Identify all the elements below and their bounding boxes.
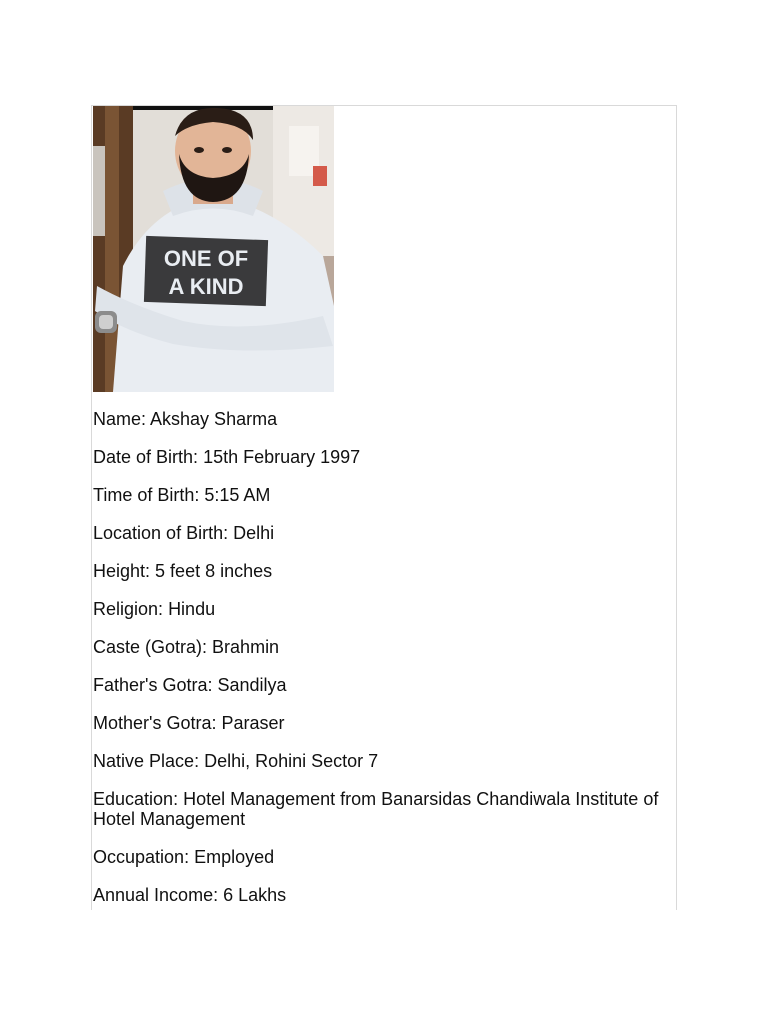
field-label: Mother's Gotra: [93, 713, 212, 733]
field-value: Hindu: [168, 599, 216, 619]
profile-details: [93, 409, 673, 910]
field-label: Date of Birth: [93, 447, 194, 467]
profile-photo: [93, 106, 334, 392]
field-annual-income: Annual Income: 6 Lakhs: [93, 885, 287, 905]
field-height: Height: 5 feet 8 inches: [93, 561, 273, 581]
field-value: Employed: [194, 847, 275, 867]
document-page: [91, 105, 677, 910]
field-value: Brahmin: [212, 637, 280, 657]
field-time-of-birth: Time of Birth: 5:15 AM: [93, 485, 271, 505]
field-label: Native Place: [93, 751, 195, 771]
field-occupation: Occupation: Employed: [93, 847, 275, 867]
field-label: Caste (Gotra): [93, 637, 203, 657]
field-label: Time of Birth: [93, 485, 195, 505]
field-caste: Caste (Gotra): Brahmin: [93, 637, 280, 657]
field-label: Education: [93, 789, 174, 809]
field-religion: Religion: Hindu: [93, 599, 216, 619]
field-location-of-birth: Location of Birth: Delhi: [93, 523, 275, 543]
field-label: Annual Income: [93, 885, 214, 905]
field-mothers-gotra: Mother's Gotra: Paraser: [93, 713, 285, 733]
field-value: 6 Lakhs: [223, 885, 287, 905]
field-value: Akshay Sharma: [150, 409, 278, 429]
field-value: Sandilya: [217, 675, 287, 695]
field-label: Height: [93, 561, 146, 581]
profile-photo-illustration: [93, 106, 334, 392]
field-education: Education: Hotel Management from Banarsidas Chandiwala Institute of Hotel Management: [93, 789, 659, 829]
field-label: Name: [93, 409, 142, 429]
field-value: Delhi: [233, 523, 275, 543]
field-label: Occupation: [93, 847, 185, 867]
field-value: 5 feet 8 inches: [155, 561, 273, 581]
field-value: Delhi, Rohini Sector 7: [204, 751, 379, 771]
shirt-print-line2: A KIND: [168, 274, 244, 299]
field-value: Hotel Management from Banarsidas Chandiwala Institute of Hotel Management: [93, 789, 659, 829]
field-value: 15th February 1997: [203, 447, 361, 467]
field-label: Location of Birth: [93, 523, 224, 543]
field-fathers-gotra: Father's Gotra: Sandilya: [93, 675, 287, 695]
shirt-print-line1: ONE OF: [163, 246, 249, 271]
field-label: Religion: [93, 599, 159, 619]
field-label: Father's Gotra: [93, 675, 208, 695]
field-date-of-birth: Date of Birth: 15th February 1997: [93, 447, 361, 467]
field-value: Paraser: [221, 713, 285, 733]
field-native-place: Native Place: Delhi, Rohini Sector 7: [93, 751, 379, 771]
field-name: Name: Akshay Sharma: [93, 409, 278, 429]
field-value: 5:15 AM: [204, 485, 271, 505]
